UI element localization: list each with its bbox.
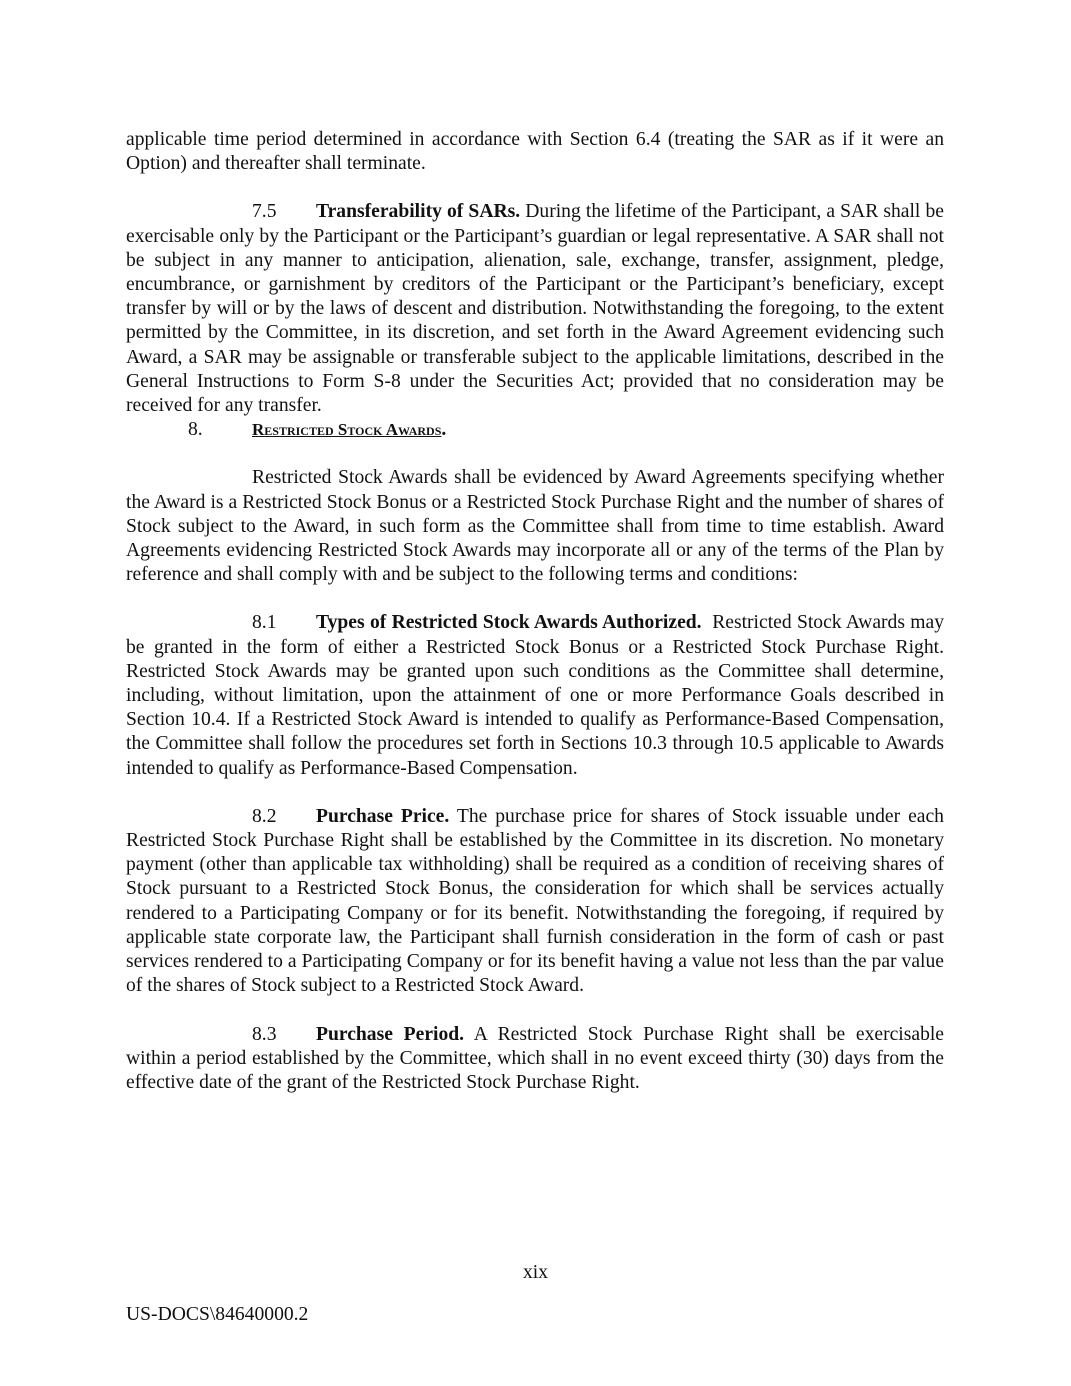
section-body: During the lifetime of the Participant, a SAR shall be exercisable only by the Participant or the Participant’s guardian or legal representative. A SAR shall not be subject in any manner to anticipation, alienation, sale, exchange, transfer, assignment, pledge, encumbrance, or garnishment by creditors of the Participant or the Participant’s beneficiary, except transfer by will or by the laws of descent and distribution. Notwithstanding the foregoing, to the extent permitted by the Committee, in its discretion, and set forth in the Award Agreement evidencing such Award, a SAR may be assignable or transferable subject to the applicable limitations, described in the General Instructions to Form S-8 under the Securities Act; provided that no consideration may be received for any transfer. [126, 201, 944, 417]
section-number: 8.2 [252, 805, 277, 827]
paragraph-continuation: applicable time period determined in accordance with Section 6.4 (treating the SAR as if it were an Option) and thereafter shall terminate. [126, 129, 944, 175]
section-body: The purchase price for shares of Stock issuable under each Restricted Stock Purchase Right shall be established by the Committee in its discretion. No monetary payment (other than applicable tax withholding) shall be required as a condition of receiving shares of Stock pursuant to a Restricted Stock Bonus, the consideration for which shall be services actually rendered to a Participating Company or for its benefit. Notwithstanding the foregoing, if required by applicable state corporate law, the Participant shall furnish consideration in the form of cash or past services rendered to a Participating Company or for its benefit having a value not less than the par value of the shares of Stock subject to a Restricted Stock Award. [126, 805, 944, 997]
section-7-5 [126, 200, 944, 418]
section-title: Restricted Stock Awards [252, 420, 442, 440]
page-number: xix [522, 1262, 549, 1283]
section-number: 8. [188, 419, 203, 441]
section-title-period: . [441, 419, 447, 441]
section-title: Types of Restricted Stock Awards Authorized. [316, 612, 702, 634]
section-8-heading [126, 418, 944, 442]
section-number: 8.1 [252, 612, 277, 634]
section-body: A Restricted Stock Purchase Right shall be exercisable within a period established by the Committee, which shall in no event exceed thirty (30) days from the effective date of the grant of the Restricted Stock Purchase Right. [126, 1023, 945, 1093]
section-8-3 [126, 1023, 944, 1096]
section-number: 7.5 [252, 201, 277, 223]
section-8-2 [126, 805, 944, 999]
document-id: US-DOCS\84640000.2 [126, 1304, 309, 1325]
section-body: Restricted Stock Awards may be granted in the form of either a Restricted Stock Bonus or a Restricted Stock Purchase Right. Restricted Stock Awards may be granted upon such conditions as the Committee shall determine, including, without limitation, upon the attainment of one or more Performance Goals described in Section 10.4. If a Restricted Stock Award is intended to qualify as Performance-Based Compensation, the Committee shall follow the procedures set forth in Sections 10.3 through 10.5 applicable to Awards intended to qualify as Performance-Based Compensation. [126, 612, 945, 779]
section-title: Transferability of SARs. [316, 201, 521, 223]
document-body [126, 128, 944, 1095]
section-number: 8.3 [252, 1023, 277, 1045]
section-title: Purchase Price. [316, 805, 450, 827]
section-8-1 [126, 611, 944, 780]
section-8-intro: Restricted Stock Awards shall be evidenced by Award Agreements specifying whether the Award is a Restricted Stock Bonus or a Restricted Stock Purchase Right and the number of shares of Stock subject to the Award, in such form as the Committee shall from time to time establish. Award Agreements evidencing Restricted Stock Awards may incorporate all or any of the terms of the Plan by reference and shall comply with and be subject to the following terms and conditions: [126, 467, 944, 586]
section-title: Purchase Period. [316, 1023, 465, 1045]
